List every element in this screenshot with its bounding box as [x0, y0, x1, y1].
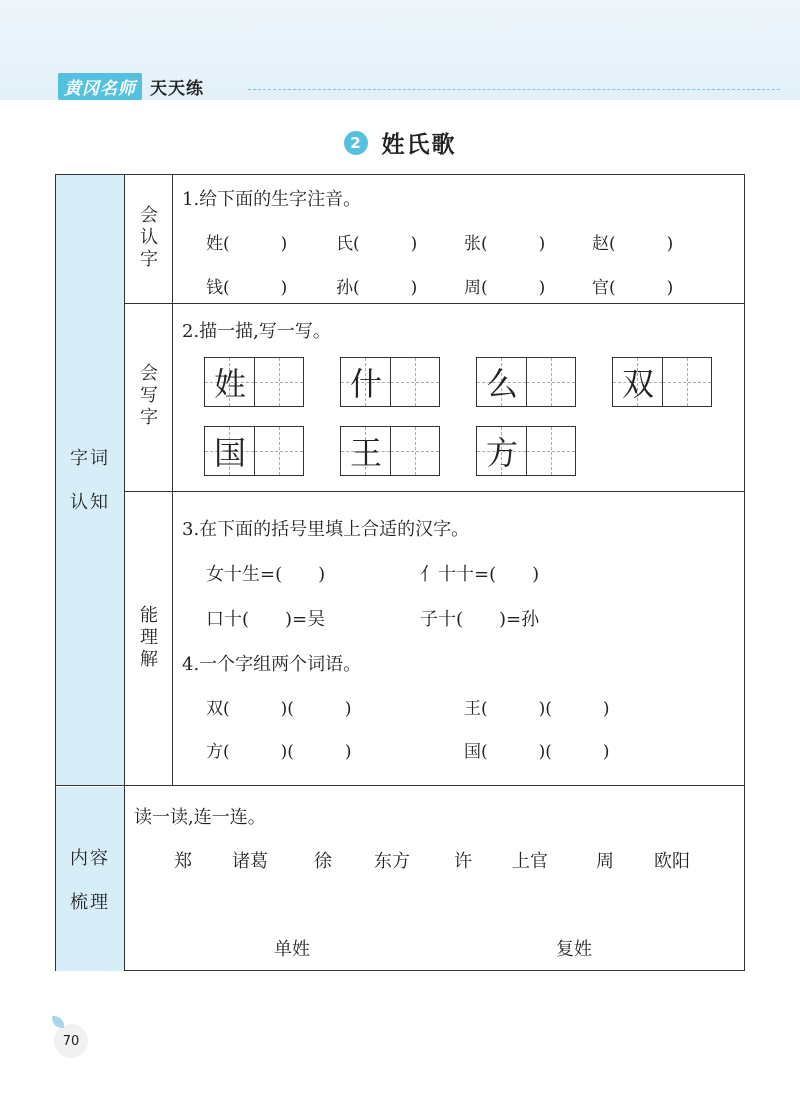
pinyin-blank-7[interactable]: 周( ): [464, 278, 546, 298]
q3-prompt: 3.在下面的括号里填上合适的汉字。: [182, 519, 470, 540]
writing-grid[interactable]: [612, 357, 712, 407]
char-math-2[interactable]: 亻十十=( ): [420, 564, 540, 585]
category-label-2a: 内容: [70, 848, 110, 869]
subsection-char: 解: [140, 649, 158, 670]
leaf-icon: [52, 1016, 64, 1028]
word-blank-4[interactable]: 国( )( ): [464, 742, 610, 762]
word-blank-3[interactable]: 方( )( ): [206, 742, 352, 762]
header-divider: [248, 89, 780, 90]
trace-char: 王: [349, 434, 382, 472]
subsection-char: 字: [140, 407, 158, 428]
q4-prompt: 4.一个字组两个词语。: [182, 654, 362, 675]
pinyin-blank-3[interactable]: 张( ): [464, 234, 546, 254]
pinyin-blank-2[interactable]: 氏( ): [336, 234, 418, 254]
trace-char: 国: [213, 434, 246, 472]
category-label-1a: 字词: [70, 448, 110, 469]
target-single-surname[interactable]: 单姓: [274, 939, 310, 960]
surname-item[interactable]: 上官: [512, 851, 548, 872]
surname-item[interactable]: 诸葛: [232, 851, 268, 872]
writing-grid[interactable]: [204, 357, 304, 407]
subsection-char: 写: [140, 385, 158, 406]
surname-item[interactable]: 郑: [174, 851, 192, 872]
writing-grid[interactable]: [476, 357, 576, 407]
trace-char: 方: [485, 434, 518, 472]
worksheet-table: [55, 174, 745, 971]
subsection-char: 会: [140, 363, 158, 384]
category-label-1b: 认知: [70, 492, 110, 513]
subsection-recognize: [126, 205, 172, 271]
writing-grid[interactable]: [204, 426, 304, 476]
word-blank-1[interactable]: 双( )( ): [206, 699, 352, 719]
writing-grid[interactable]: [476, 426, 576, 476]
word-blank-2[interactable]: 王( )( ): [464, 699, 610, 719]
pinyin-blank-5[interactable]: 钱( ): [206, 278, 288, 298]
subsection-char: 会: [140, 205, 158, 226]
pinyin-blank-4[interactable]: 赵( ): [592, 234, 674, 254]
series-title: 天天练: [150, 78, 204, 99]
trace-char: 么: [485, 365, 518, 403]
sort-prompt: 读一读,连一连。: [134, 807, 266, 828]
writing-grid[interactable]: [340, 426, 440, 476]
category-label-2b: 梳理: [70, 892, 110, 913]
surname-item[interactable]: 东方: [374, 851, 410, 872]
subsection-char: 能: [140, 605, 158, 626]
subsection-understand: [126, 605, 172, 671]
grid-line: [124, 175, 125, 971]
brand-logo: 黄冈名师: [58, 73, 142, 100]
lesson-title: 姓氏歌: [381, 132, 457, 158]
trace-char: 姓: [213, 365, 246, 403]
surname-item[interactable]: 徐: [314, 851, 332, 872]
trace-char: 什: [349, 365, 382, 403]
surname-item[interactable]: 欧阳: [654, 851, 690, 872]
q2-prompt: 2.描一描,写一写。: [182, 321, 331, 342]
pinyin-blank-6[interactable]: 孙( ): [336, 278, 418, 298]
surname-item[interactable]: 周: [596, 851, 614, 872]
char-math-3[interactable]: 口十( )=吴: [206, 609, 326, 630]
pinyin-blank-8[interactable]: 官( ): [592, 278, 674, 298]
char-math-4[interactable]: 子十( )=孙: [420, 609, 540, 630]
subsection-char: 理: [140, 627, 158, 648]
header-brand: [58, 74, 204, 98]
lesson-heading: [0, 126, 800, 159]
grid-line: [172, 175, 173, 786]
subsection-write: [126, 363, 172, 429]
surname-item[interactable]: 许: [454, 851, 472, 872]
page-number: 70: [54, 1024, 88, 1058]
target-compound-surname[interactable]: 复姓: [556, 939, 592, 960]
page-number-badge: [54, 1024, 88, 1058]
grid-line: [124, 303, 744, 304]
trace-char: 双: [621, 365, 654, 403]
grid-line: [56, 785, 744, 786]
writing-grid[interactable]: [340, 357, 440, 407]
subsection-char: 字: [140, 249, 158, 270]
q1-prompt: 1.给下面的生字注音。: [182, 189, 362, 210]
subsection-char: 认: [140, 227, 158, 248]
pinyin-blank-1[interactable]: 姓( ): [206, 234, 288, 254]
grid-line: [124, 491, 744, 492]
char-math-1[interactable]: 女十生=( ): [206, 564, 326, 585]
lesson-number-badge: 2: [344, 131, 368, 155]
